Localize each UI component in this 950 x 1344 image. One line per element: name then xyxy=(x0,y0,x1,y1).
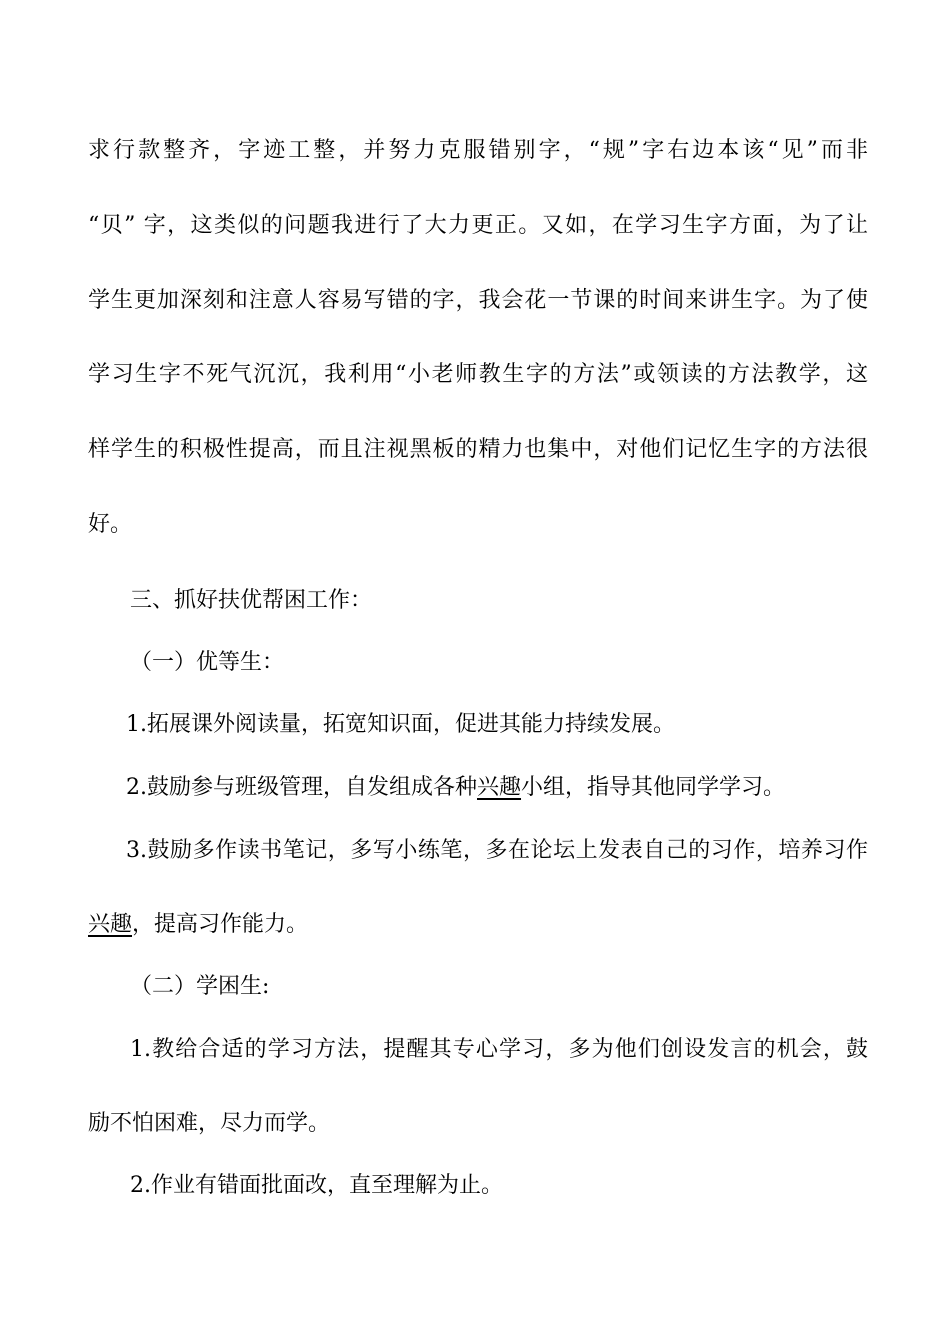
list-item-continuation: 励不怕困难，尽力而学。 xyxy=(88,1111,331,1136)
interest-link[interactable]: 兴趣 xyxy=(477,775,522,800)
paragraph-line: 样学生的积极性提高，而且注视黑板的精力也集中，对他们记忆生字的方法很 xyxy=(88,437,868,462)
interest-link[interactable]: 兴趣 xyxy=(88,912,133,937)
paragraph-line: 好。 xyxy=(88,512,133,537)
list-item xyxy=(126,773,826,803)
section-heading: 三、抓好扶优帮困工作： xyxy=(130,588,373,613)
subsection-heading: （一）优等生： xyxy=(130,650,285,675)
list-item: 3.鼓励多作读书笔记，多写小练笔，多在论坛上发表自己的习作，培养习作 xyxy=(126,838,868,863)
subsection-heading: （二）学困生: xyxy=(130,974,270,999)
paragraph-line: “贝” 字，这类似的问题我进行了大力更正。又如，在学习生字方面，为了让 xyxy=(88,213,868,238)
paragraph-line: 学生更加深刻和注意人容易写错的字，我会花一节课的时间来讲生字。为了使 xyxy=(88,288,868,313)
list-item-continuation xyxy=(88,910,868,940)
paragraph-line: 求行款整齐，字迹工整，并努力克服错别字，“规”字右边本该“见”而非 xyxy=(88,138,868,163)
list-item-text: 2.鼓励参与班级管理，自发组成各种 xyxy=(126,775,477,800)
paragraph-line: 学习生字不死气沉沉，我利用“小老师教生字的方法”或领读的方法教学，这 xyxy=(88,362,868,387)
list-item-text: ，提高习作能力。 xyxy=(132,912,309,937)
list-item: 1.拓展课外阅读量，拓宽知识面，促进其能力持续发展。 xyxy=(126,712,675,737)
list-item: 1.教给合适的学习方法，提醒其专心学习，多为他们创设发言的机会，鼓 xyxy=(130,1037,868,1062)
list-item: 2.作业有错面批面改，直至理解为止。 xyxy=(130,1173,503,1198)
list-item-text: 小组，指导其他同学学习。 xyxy=(521,775,786,800)
